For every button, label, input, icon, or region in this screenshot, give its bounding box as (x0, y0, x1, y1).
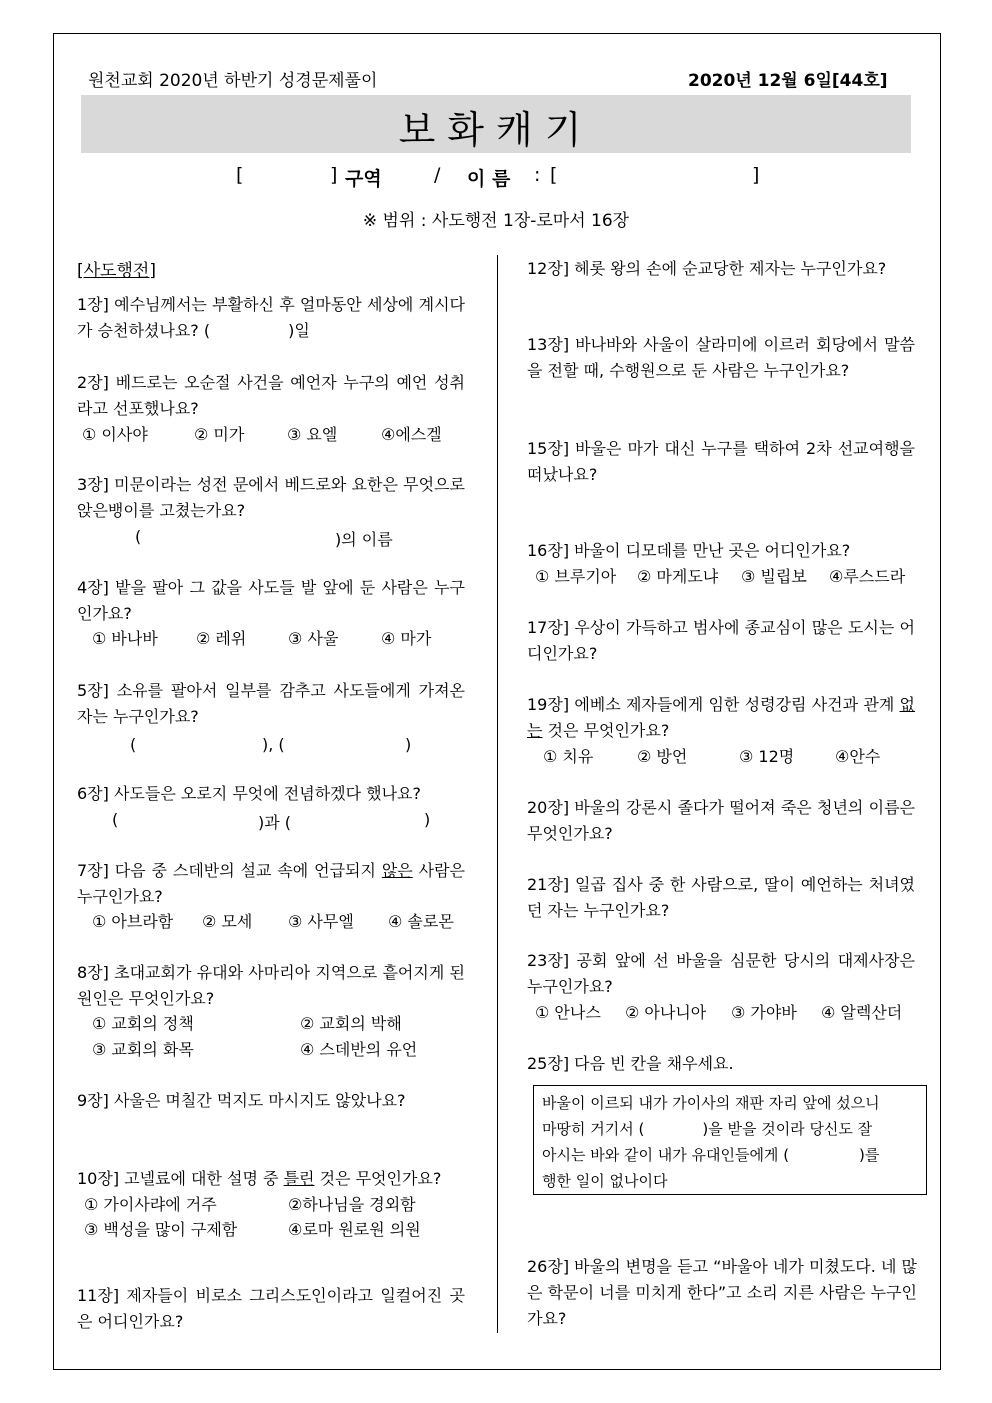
question-17 (527, 615, 915, 667)
question-text: 2장] 베드로는 오순절 사건을 예언자 누구의 예언 성취라고 선포했나요? (77, 373, 465, 418)
quiz-range: ※ 범위 : 사도행전 1장-로마서 16장 (362, 211, 630, 231)
section-title: [사도행전] (77, 261, 156, 281)
option: ③ 백성을 많이 구제함 (84, 1220, 238, 1239)
option: ④루스드라 (829, 567, 906, 586)
emphasis: 없는 (527, 695, 915, 740)
question-text: 5장] 소유를 팔아서 일부를 감추고 사도들에게 가져온 자는 누구인가요? (77, 681, 465, 726)
bracket-close-2: ] (752, 164, 760, 186)
box-text: 마땅히 거기서 ( (542, 1120, 645, 1138)
option: ② 교회의 박해 (300, 1014, 402, 1033)
question-text: 1장] 예수님께서는 부활하신 후 얼마동안 세상에 계시다가 승천하셨나요? ( (77, 295, 465, 340)
question-2 (77, 370, 465, 422)
blank-close: ) (424, 810, 431, 829)
bracket-open-2: [ (550, 164, 558, 186)
question-23 (527, 948, 915, 1000)
option: ② 아나니아 (625, 1003, 707, 1022)
box-text: )을 받을 것이라 당신도 잘 (702, 1120, 873, 1138)
question-10 (77, 1166, 477, 1192)
option: ① 아브라함 (92, 912, 174, 931)
option: ④에스겔 (381, 425, 442, 444)
box-line (542, 1116, 918, 1142)
option: ① 치유 (543, 747, 594, 766)
blank-open: ( (135, 527, 142, 546)
colon: : (534, 164, 541, 186)
option: ④ 알렉산더 (821, 1003, 903, 1022)
question-19 (527, 692, 915, 744)
blank-close: ) (405, 735, 412, 754)
question-1 (77, 292, 465, 344)
box-text: )를 (859, 1146, 880, 1164)
header-left: 원천교회 2020년 하반기 성경문제풀이 (88, 71, 378, 91)
question-text: 7장] 다음 중 스데반의 설교 속에 언급되지 (77, 861, 382, 880)
question-text: 19장] 에베소 제자들에게 임한 성령강림 사건과 관계 (527, 695, 900, 714)
option: ② 마게도냐 (637, 567, 719, 586)
option: ② 레위 (196, 629, 247, 648)
question-text-end: 것은 무엇인가요? (542, 721, 670, 740)
question-12 (527, 256, 927, 282)
question-text: 25장] 다음 빈 칸을 채우세요. (527, 1054, 734, 1073)
option: ④ 마가 (381, 629, 432, 648)
box-text: 아시는 바와 같이 내가 유대인들에게 ( (542, 1146, 790, 1164)
question-text: 4장] 밭을 팔아 그 값을 사도들 발 앞에 둔 사람은 누구인가요? (77, 578, 465, 623)
box-line (542, 1142, 918, 1168)
page-title: 보화캐기 (398, 108, 594, 152)
option: ① 안나스 (535, 1003, 601, 1022)
blank-open: ( (130, 735, 137, 754)
bracket-open: [ (236, 164, 244, 186)
question-7 (77, 858, 465, 910)
blank-mid: )과 ( (258, 813, 292, 832)
question-text: 26장] 바울의 변명을 듣고 “바울아 네가 미쳤도다. 네 많은 학문이 너를 미치게 한다”고 소리 지른 사람은 누구인가요? (527, 1257, 917, 1328)
name-label: 이 름 (467, 168, 511, 190)
question-11 (77, 1283, 465, 1335)
option: ② 방언 (637, 747, 688, 766)
blank-close: )의 이름 (335, 530, 393, 549)
question-5 (77, 678, 465, 730)
question-text: 11장] 제자들이 비로소 그리스도인이라고 일컬어진 곳은 어디인가요? (77, 1286, 465, 1331)
question-text: 3장] 미문이라는 성전 문에서 베드로와 요한은 무엇으로 앉은뱅이를 고쳤는가요? (77, 475, 465, 520)
title-band (81, 95, 911, 153)
question-text: 23장] 공회 앞에 선 바울을 심문한 당시의 대제사장은 누구인가요? (527, 951, 915, 996)
option: ③ 요엘 (287, 425, 338, 444)
question-text: 8장] 초대교회가 유대와 사마리아 지역으로 흩어지게 된 원인은 무엇인가요? (77, 963, 465, 1008)
question-text: 15장] 바울은 마가 대신 누구를 택하여 2차 선교여행을 떠났나요? (527, 439, 915, 484)
question-16 (527, 538, 915, 564)
column-divider (497, 255, 498, 1333)
option: ②하나님을 경외함 (288, 1195, 416, 1214)
question-20 (527, 795, 915, 847)
question-text: 13장] 바나바와 사울이 살라미에 이르러 회당에서 말씀을 전할 때, 수행원으로 둔 사람은 누구인가요? (527, 335, 915, 380)
option: ③ 빌립보 (741, 567, 807, 586)
question-text: 9장] 사울은 며칠간 먹지도 마시지도 않았나요? (77, 1091, 406, 1110)
question-8 (77, 960, 465, 1012)
question-6 (77, 781, 465, 807)
question-9 (77, 1088, 465, 1114)
option: ③ 사무엘 (288, 912, 354, 931)
emphasis: 틀린 (283, 1169, 315, 1188)
slash: / (434, 164, 441, 186)
blank-open: ( (112, 810, 119, 829)
question-4 (77, 575, 465, 627)
option: ① 바나바 (92, 629, 158, 648)
question-3 (77, 472, 465, 524)
option: ③ 사울 (288, 629, 339, 648)
option: ④ 솔로몬 (388, 912, 454, 931)
blank-tail: )일 (288, 321, 310, 340)
question-15 (527, 436, 915, 488)
blank-mid: ), ( (262, 735, 285, 754)
question-text: 6장] 사도들은 오로지 무엇에 전념하겠다 했나요? (77, 784, 422, 803)
question-text: 21장] 일곱 집사 중 한 사람으로, 딸이 예언하는 처녀였던 자는 누구인가요? (527, 875, 915, 920)
option: ④안수 (835, 747, 881, 766)
question-13 (527, 332, 915, 384)
option: ① 이사야 (82, 425, 148, 444)
fill-in-box (533, 1085, 927, 1195)
option: ① 가이사랴에 거주 (84, 1195, 217, 1214)
question-text: 10장] 고넬료에 대한 설명 중 (77, 1169, 284, 1188)
question-text-end: 사람은 누구인가요? (77, 861, 465, 906)
district-label: 구역 (345, 168, 382, 190)
option: ③ 교회의 화목 (92, 1040, 194, 1059)
question-21 (527, 872, 915, 924)
question-text: 16장] 바울이 디모데를 만난 곳은 어디인가요? (527, 541, 851, 560)
box-line: 행한 일이 없나이다 (542, 1172, 668, 1190)
option: ④ 스데반의 유언 (300, 1040, 418, 1059)
question-text: 17장] 우상이 가득하고 범사에 종교심이 많은 도시는 어디인가요? (527, 618, 915, 663)
option: ③ 가야바 (731, 1003, 797, 1022)
option: ② 모세 (202, 912, 253, 931)
question-25 (527, 1051, 915, 1077)
header-date: 2020년 12월 6일[44호] (688, 71, 888, 91)
option: ③ 12명 (739, 747, 795, 766)
option: ② 미가 (194, 425, 245, 444)
option: ① 브루기아 (535, 567, 617, 586)
question-26 (527, 1254, 917, 1332)
option: ④로마 원로원 의원 (288, 1220, 421, 1239)
question-text: 20장] 바울의 강론시 졸다가 떨어져 죽은 청년의 이름은 무엇인가요? (527, 798, 915, 843)
emphasis: 않은 (381, 861, 413, 880)
box-line: 바울이 이르되 내가 가이사의 재판 자리 앞에 섰으니 (542, 1094, 880, 1112)
option: ① 교회의 정책 (92, 1014, 194, 1033)
bracket-close: ] (330, 164, 338, 186)
question-text: 12장] 헤롯 왕의 손에 순교당한 제자는 누구인가요? (527, 259, 887, 278)
question-text-end: 것은 무엇인가요? (314, 1169, 442, 1188)
